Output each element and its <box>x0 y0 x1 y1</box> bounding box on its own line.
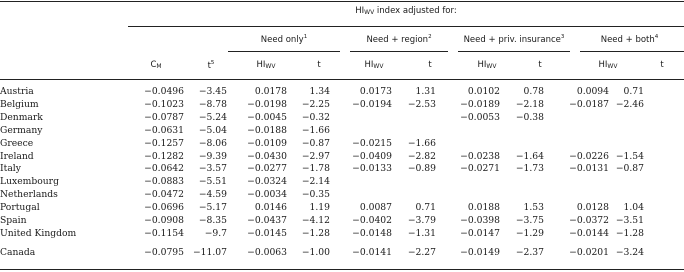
value-cell: −0.32 <box>301 111 330 123</box>
value-cell: −1.31 <box>407 227 436 239</box>
col-header-cm: CM <box>150 60 162 70</box>
value-cell: 0.0128 <box>576 202 609 214</box>
value-cell: −0.0201 <box>569 246 609 258</box>
value-cell: 0.0146 <box>254 202 287 214</box>
value-cell <box>500 125 544 138</box>
value-cell: −4.59 <box>198 189 227 201</box>
value-cell: −0.0795 <box>144 246 184 258</box>
value-cell: −0.1023 <box>144 98 184 110</box>
col-header-hiwv-1: HIWV <box>256 60 276 70</box>
table-row <box>0 112 684 125</box>
value-cell: 1.31 <box>415 86 436 97</box>
value-cell: 0.71 <box>415 202 436 214</box>
row-padding <box>644 125 684 138</box>
value-cell <box>544 112 609 125</box>
group-header-need-both: Need + both$^4$ <box>600 34 659 45</box>
value-cell: −1.28 <box>301 227 330 239</box>
value-cell: −0.0144 <box>569 227 609 239</box>
value-cell: −3.24 <box>615 246 644 258</box>
value-cell: −2.27 <box>407 246 436 258</box>
value-cell: −0.1154 <box>144 227 184 239</box>
value-cell: −1.00 <box>301 246 330 258</box>
value-cell: −1.78 <box>301 163 330 175</box>
col-header-t-3: t <box>538 60 542 70</box>
value-cell: −0.0109 <box>247 137 287 149</box>
value-cell: −2.53 <box>407 98 436 110</box>
table-row <box>0 189 684 202</box>
col-header-hiwv-3: HIWV <box>477 60 497 70</box>
row-padding <box>644 99 684 112</box>
value-cell <box>392 189 436 202</box>
group-header-need-insurance: Need + priv. insurance$^3$ <box>463 34 565 45</box>
value-cell: 0.78 <box>523 86 544 97</box>
value-cell: −11.07 <box>192 246 227 258</box>
value-cell: 1.04 <box>623 202 644 214</box>
group-rule-1 <box>228 51 340 52</box>
value-cell: −0.0787 <box>144 111 184 123</box>
value-cell: −0.0402 <box>352 215 392 227</box>
value-cell: −0.0472 <box>144 189 184 201</box>
header-title-suffix: index adjusted for: <box>374 6 457 16</box>
country-cell: Portugal <box>0 202 40 214</box>
value-cell: −5.04 <box>198 124 227 136</box>
value-cell: 0.0094 <box>576 86 609 97</box>
value-cell <box>330 112 392 125</box>
country-cell: Luxembourg <box>0 176 59 188</box>
value-cell: −0.0149 <box>460 246 500 258</box>
table-row <box>0 125 684 138</box>
value-cell: −0.0194 <box>352 98 392 110</box>
country-cell: Italy <box>0 163 21 175</box>
value-cell: −2.82 <box>407 150 436 162</box>
value-cell: −0.0324 <box>247 176 287 188</box>
group-rule-3 <box>458 51 570 52</box>
value-cell: −2.25 <box>301 98 330 110</box>
country-cell: Spain <box>0 215 27 227</box>
header-bottom-rule <box>0 79 684 80</box>
group-rule-4 <box>580 51 684 52</box>
value-cell <box>436 189 500 202</box>
value-cell: −5.24 <box>198 111 227 123</box>
value-cell: −0.0215 <box>352 137 392 149</box>
value-cell: −5.17 <box>198 202 227 214</box>
value-cell: 0.0188 <box>467 202 500 214</box>
value-cell: −2.97 <box>301 150 330 162</box>
value-cell: −0.0430 <box>247 150 287 162</box>
value-cell: 0.0102 <box>467 86 500 97</box>
value-cell: −1.73 <box>515 163 544 175</box>
row-padding <box>644 202 684 215</box>
value-cell: −0.0496 <box>144 86 184 97</box>
col-header-t5: $t^5$ <box>207 60 215 71</box>
value-cell: −0.0271 <box>460 163 500 175</box>
table-row <box>0 228 684 241</box>
value-cell: −9.39 <box>198 150 227 162</box>
value-cell: −0.0631 <box>144 124 184 136</box>
value-cell: 1.19 <box>309 202 330 214</box>
value-cell: 1.34 <box>309 86 330 97</box>
col-header-t-4: t <box>660 60 664 70</box>
group-rule-2 <box>350 51 448 52</box>
value-cell: −3.51 <box>615 215 644 227</box>
value-cell: −1.66 <box>301 124 330 136</box>
value-cell: −8.35 <box>198 215 227 227</box>
table-row <box>0 86 684 99</box>
value-cell: 1.53 <box>523 202 544 214</box>
value-cell: −8.78 <box>198 98 227 110</box>
value-cell <box>330 176 392 189</box>
value-cell: −0.89 <box>407 163 436 175</box>
value-cell: −0.0187 <box>569 98 609 110</box>
value-cell: −0.87 <box>615 163 644 175</box>
value-cell <box>392 125 436 138</box>
value-cell: −0.0045 <box>247 111 287 123</box>
row-padding <box>644 112 684 125</box>
value-cell: −0.0226 <box>569 150 609 162</box>
country-cell: Germany <box>0 124 43 136</box>
data-table-body <box>0 86 684 260</box>
header-title-prefix: HI <box>355 6 365 16</box>
value-cell <box>436 176 500 189</box>
value-cell: −1.54 <box>615 150 644 162</box>
row-padding <box>644 151 684 164</box>
row-padding <box>644 228 684 241</box>
value-cell <box>392 112 436 125</box>
value-cell <box>544 125 609 138</box>
value-cell: −0.0063 <box>247 246 287 258</box>
value-cell: −0.0141 <box>352 246 392 258</box>
value-cell: −1.29 <box>515 227 544 239</box>
value-cell: −3.57 <box>198 163 227 175</box>
value-cell: −3.79 <box>407 215 436 227</box>
value-cell: −0.0131 <box>569 163 609 175</box>
country-cell: Austria <box>0 86 34 97</box>
value-cell <box>609 189 644 202</box>
value-cell: −0.0908 <box>144 215 184 227</box>
country-cell: Belgium <box>0 98 39 110</box>
col-header-t-1: t <box>317 60 321 70</box>
value-cell: −0.0148 <box>352 227 392 239</box>
header-title-rule <box>128 26 684 27</box>
value-cell: −0.35 <box>301 189 330 201</box>
value-cell: −0.0147 <box>460 227 500 239</box>
value-cell: 0.0173 <box>359 86 392 97</box>
value-cell: 0.0087 <box>359 202 392 214</box>
value-cell: −0.0198 <box>247 98 287 110</box>
top-rule <box>0 1 684 2</box>
country-cell: United Kingdom <box>0 227 77 239</box>
value-cell: −0.0642 <box>144 163 184 175</box>
table-row <box>0 202 684 215</box>
value-cell <box>392 176 436 189</box>
row-padding <box>644 189 684 202</box>
value-cell: −3.75 <box>515 215 544 227</box>
row-padding <box>644 86 684 99</box>
value-cell: −3.45 <box>198 86 227 97</box>
value-cell: −9.7 <box>204 227 227 239</box>
value-cell: −4.12 <box>301 215 330 227</box>
value-cell <box>609 176 644 189</box>
value-cell <box>609 138 644 151</box>
value-cell: −0.0883 <box>144 176 184 188</box>
country-cell: Ireland <box>0 150 34 162</box>
row-padding <box>644 176 684 189</box>
value-cell <box>609 125 644 138</box>
value-cell: −0.0437 <box>247 215 287 227</box>
value-cell <box>500 189 544 202</box>
col-header-hiwv-4: HIWV <box>598 60 618 70</box>
value-cell: −0.0238 <box>460 150 500 162</box>
value-cell <box>436 138 500 151</box>
row-padding <box>644 215 684 228</box>
value-cell: −5.51 <box>198 176 227 188</box>
bottom-rule <box>0 269 684 270</box>
value-cell <box>609 112 644 125</box>
value-cell: −0.0372 <box>569 215 609 227</box>
value-cell: −0.0189 <box>460 98 500 110</box>
value-cell: −0.1257 <box>144 137 184 149</box>
value-cell: −0.0133 <box>352 163 392 175</box>
value-cell: −1.64 <box>515 150 544 162</box>
table-row <box>0 151 684 164</box>
row-padding <box>644 163 684 176</box>
table-row <box>0 215 684 228</box>
value-cell <box>544 189 609 202</box>
value-cell <box>544 176 609 189</box>
row-padding <box>644 138 684 151</box>
value-cell: 0.0178 <box>254 86 287 97</box>
value-cell: −8.06 <box>198 137 227 149</box>
table-row <box>0 176 684 189</box>
country-cell: Canada <box>0 246 36 258</box>
value-cell: −0.0053 <box>460 111 500 123</box>
table-row <box>0 99 684 112</box>
value-cell: −0.87 <box>301 137 330 149</box>
header-title-sub: WV <box>364 9 375 16</box>
value-cell: −0.0409 <box>352 150 392 162</box>
value-cell <box>330 189 392 202</box>
value-cell: −0.0696 <box>144 202 184 214</box>
value-cell <box>500 138 544 151</box>
table-row <box>0 138 684 151</box>
value-cell: −2.46 <box>615 98 644 110</box>
country-cell: Netherlands <box>0 189 58 201</box>
row-padding <box>644 247 684 260</box>
value-cell: −0.38 <box>515 111 544 123</box>
value-cell <box>500 176 544 189</box>
value-cell: −0.1282 <box>144 150 184 162</box>
group-header-need-only: Need only$^1$ <box>260 34 308 45</box>
value-cell: −0.0277 <box>247 163 287 175</box>
value-cell: −2.37 <box>515 246 544 258</box>
value-cell: −0.0034 <box>247 189 287 201</box>
country-cell: Greece <box>0 137 34 149</box>
value-cell: −0.0398 <box>460 215 500 227</box>
group-header-need-region: Need + region$^2$ <box>366 34 432 45</box>
col-header-t-2: t <box>428 60 432 70</box>
value-cell <box>544 138 609 151</box>
table-rows <box>0 86 684 260</box>
value-cell: 0.71 <box>623 86 644 97</box>
value-cell: −0.0188 <box>247 124 287 136</box>
table-row <box>0 163 684 176</box>
value-cell: −2.18 <box>515 98 544 110</box>
value-cell: −0.0145 <box>247 227 287 239</box>
col-header-hiwv-2: HIWV <box>364 60 384 70</box>
table-row <box>0 247 684 260</box>
header-title <box>128 6 684 16</box>
value-cell: −1.28 <box>615 227 644 239</box>
value-cell: −1.66 <box>407 137 436 149</box>
country-cell: Denmark <box>0 111 43 123</box>
value-cell: −2.14 <box>301 176 330 188</box>
value-cell <box>436 125 500 138</box>
value-cell <box>330 125 392 138</box>
